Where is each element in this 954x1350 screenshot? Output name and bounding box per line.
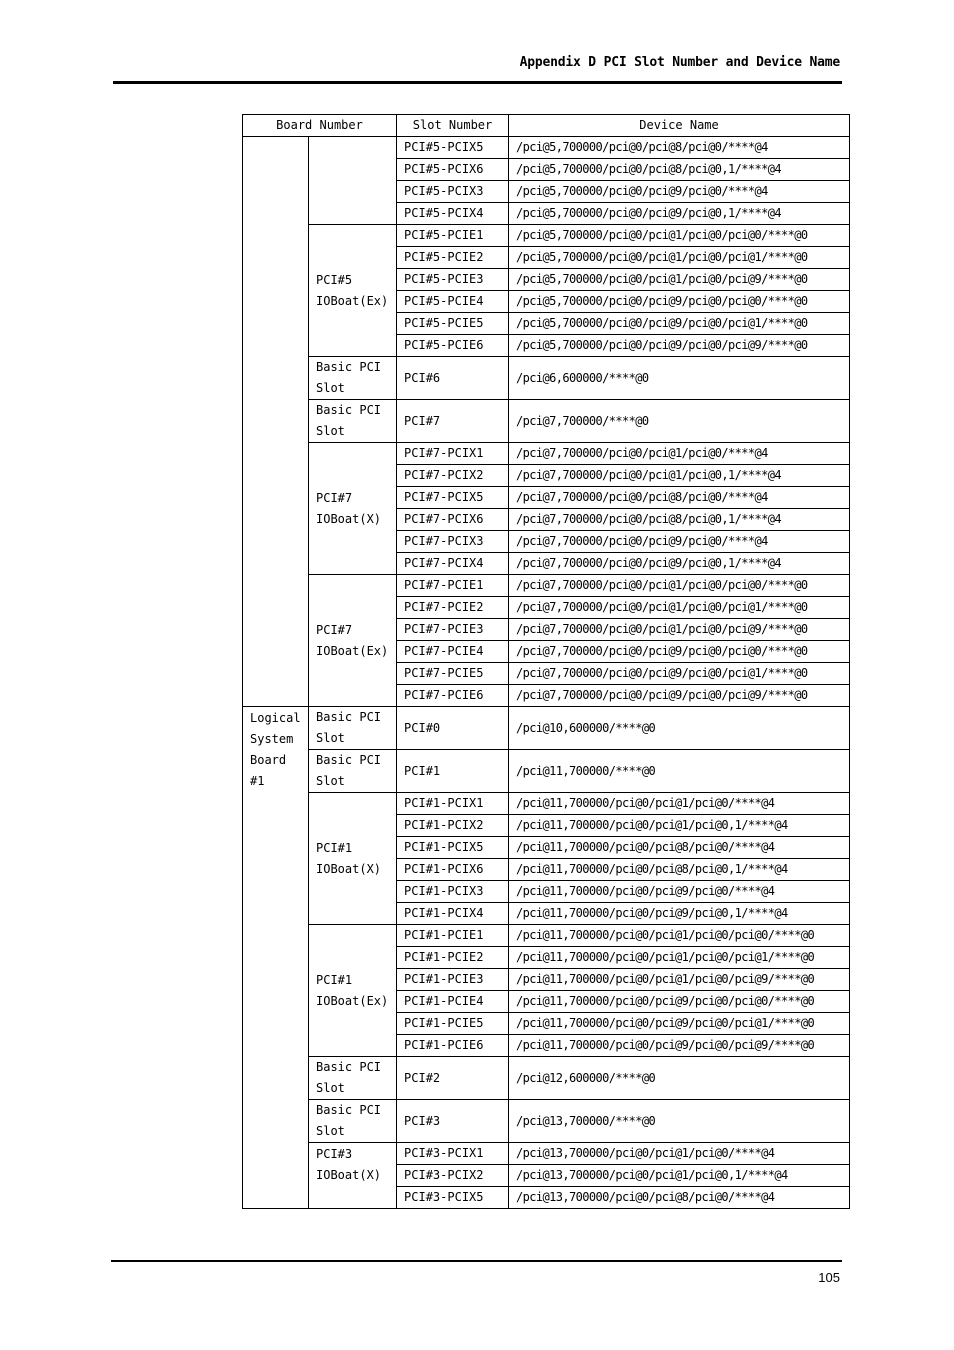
slot-number-cell: PCI#3-PCIX5	[397, 1187, 509, 1209]
slot-number-cell: PCI#1-PCIX2	[397, 815, 509, 837]
slot-number-cell: PCI#5-PCIE2	[397, 247, 509, 269]
device-name-cell: /pci@12,600000/****@0	[509, 1057, 850, 1100]
slot-number-cell: PCI#1-PCIE1	[397, 925, 509, 947]
device-name-cell: /pci@11,700000/pci@0/pci@8/pci@0/****@4	[509, 837, 850, 859]
device-name-cell: /pci@10,600000/****@0	[509, 707, 850, 750]
slot-number-cell: PCI#7-PCIX5	[397, 487, 509, 509]
device-name-cell: /pci@5,700000/pci@0/pci@8/pci@0/****@4	[509, 137, 850, 159]
board-cell-previous	[243, 137, 309, 707]
slot-number-cell: PCI#1-PCIE2	[397, 947, 509, 969]
device-name-cell: /pci@5,700000/pci@0/pci@9/pci@0/pci@9/****@0	[509, 335, 850, 357]
table-row	[243, 1057, 850, 1100]
slot-number-cell: PCI#1-PCIX3	[397, 881, 509, 903]
device-name-cell: /pci@7,700000/pci@0/pci@8/pci@0,1/****@4	[509, 509, 850, 531]
slot-number-cell: PCI#5-PCIE3	[397, 269, 509, 291]
table-row	[243, 137, 850, 159]
device-name-cell: /pci@7,700000/pci@0/pci@1/pci@0/pci@0/****@0	[509, 575, 850, 597]
slot-number-cell: PCI#1-PCIX5	[397, 837, 509, 859]
slot-number-cell: PCI#1-PCIE3	[397, 969, 509, 991]
table-row	[243, 443, 850, 465]
table-header-row	[243, 115, 850, 137]
group-cell: Basic PCI Slot	[309, 1100, 397, 1143]
slot-number-cell: PCI#1-PCIX6	[397, 859, 509, 881]
slot-number-cell: PCI#7-PCIE5	[397, 663, 509, 685]
page-header-title: Appendix D PCI Slot Number and Device Name	[519, 55, 840, 70]
device-name-cell: /pci@11,700000/pci@0/pci@1/pci@0/pci@9/****@0	[509, 969, 850, 991]
slot-number-cell: PCI#7-PCIE6	[397, 685, 509, 707]
slot-number-cell: PCI#5-PCIX3	[397, 181, 509, 203]
device-name-cell: /pci@5,700000/pci@0/pci@9/pci@0,1/****@4	[509, 203, 850, 225]
device-name-cell: /pci@11,700000/pci@0/pci@1/pci@0/pci@0/****@0	[509, 925, 850, 947]
slot-number-cell: PCI#7-PCIX4	[397, 553, 509, 575]
device-name-cell: /pci@5,700000/pci@0/pci@9/pci@0/pci@1/****@0	[509, 313, 850, 335]
header-slot-number: Slot Number	[397, 115, 509, 137]
device-name-cell: /pci@7,700000/pci@0/pci@8/pci@0/****@4	[509, 487, 850, 509]
table-row	[243, 1143, 850, 1165]
table-row	[243, 707, 850, 750]
slot-number-cell: PCI#0	[397, 707, 509, 750]
device-name-cell: /pci@7,700000/pci@0/pci@9/pci@0/****@4	[509, 531, 850, 553]
slot-number-cell: PCI#3-PCIX1	[397, 1143, 509, 1165]
slot-number-cell: PCI#7-PCIX1	[397, 443, 509, 465]
device-name-cell: /pci@11,700000/****@0	[509, 750, 850, 793]
device-name-cell: /pci@11,700000/pci@0/pci@9/pci@0/pci@0/****@0	[509, 991, 850, 1013]
slot-number-cell: PCI#5-PCIE5	[397, 313, 509, 335]
group-cell: Basic PCI Slot	[309, 750, 397, 793]
device-name-cell: /pci@11,700000/pci@0/pci@9/pci@0/****@4	[509, 881, 850, 903]
footer-rule	[111, 1260, 842, 1262]
table-row	[243, 575, 850, 597]
slot-number-cell: PCI#5-PCIX4	[397, 203, 509, 225]
device-name-cell: /pci@11,700000/pci@0/pci@1/pci@0/pci@1/****@0	[509, 947, 850, 969]
slot-number-cell: PCI#7-PCIE4	[397, 641, 509, 663]
device-name-cell: /pci@13,700000/pci@0/pci@8/pci@0/****@4	[509, 1187, 850, 1209]
slot-number-cell: PCI#7-PCIX2	[397, 465, 509, 487]
table-row	[243, 400, 850, 443]
slot-number-cell: PCI#1	[397, 750, 509, 793]
slot-number-cell: PCI#1-PCIX1	[397, 793, 509, 815]
group-cell: PCI#1 IOBoat(Ex)	[309, 925, 397, 1057]
device-name-cell: /pci@7,700000/pci@0/pci@9/pci@0/pci@1/****@0	[509, 663, 850, 685]
slot-number-cell: PCI#1-PCIE4	[397, 991, 509, 1013]
slot-number-cell: PCI#3	[397, 1100, 509, 1143]
slot-number-cell: PCI#7-PCIX3	[397, 531, 509, 553]
group-cell: PCI#1 IOBoat(X)	[309, 793, 397, 925]
slot-number-cell: PCI#6	[397, 357, 509, 400]
slot-number-cell: PCI#5-PCIE1	[397, 225, 509, 247]
device-name-cell: /pci@7,700000/pci@0/pci@1/pci@0/pci@1/****@0	[509, 597, 850, 619]
slot-number-cell: PCI#1-PCIE5	[397, 1013, 509, 1035]
device-name-cell: /pci@7,700000/pci@0/pci@1/pci@0/pci@9/****@0	[509, 619, 850, 641]
device-name-cell: /pci@13,700000/pci@0/pci@1/pci@0/****@4	[509, 1143, 850, 1165]
header-board-number: Board Number	[243, 115, 397, 137]
device-name-cell: /pci@7,700000/pci@0/pci@9/pci@0,1/****@4	[509, 553, 850, 575]
device-name-cell: /pci@11,700000/pci@0/pci@9/pci@0/pci@9/****@0	[509, 1035, 850, 1057]
device-name-cell: /pci@11,700000/pci@0/pci@9/pci@0,1/****@4	[509, 903, 850, 925]
device-name-cell: /pci@5,700000/pci@0/pci@8/pci@0,1/****@4	[509, 159, 850, 181]
table-row	[243, 225, 850, 247]
header-device-name: Device Name	[509, 115, 850, 137]
table-row	[243, 793, 850, 815]
device-name-cell: /pci@6,600000/****@0	[509, 357, 850, 400]
device-name-cell: /pci@11,700000/pci@0/pci@9/pci@0/pci@1/****@0	[509, 1013, 850, 1035]
group-cell: Basic PCI Slot	[309, 357, 397, 400]
slot-number-cell: PCI#5-PCIE4	[397, 291, 509, 313]
group-cell	[309, 137, 397, 225]
group-cell: Basic PCI Slot	[309, 1057, 397, 1100]
slot-number-cell: PCI#7-PCIE2	[397, 597, 509, 619]
device-name-cell: /pci@7,700000/pci@0/pci@9/pci@0/pci@9/****@0	[509, 685, 850, 707]
device-name-cell: /pci@7,700000/pci@0/pci@1/pci@0,1/****@4	[509, 465, 850, 487]
slot-number-cell: PCI#7-PCIE1	[397, 575, 509, 597]
table-row	[243, 357, 850, 400]
group-cell: Basic PCI Slot	[309, 400, 397, 443]
slot-number-cell: PCI#7-PCIX6	[397, 509, 509, 531]
slot-number-cell: PCI#1-PCIE6	[397, 1035, 509, 1057]
slot-number-cell: PCI#5-PCIX5	[397, 137, 509, 159]
device-name-cell: /pci@7,700000/pci@0/pci@9/pci@0/pci@0/****@0	[509, 641, 850, 663]
device-name-cell: /pci@5,700000/pci@0/pci@9/pci@0/****@4	[509, 181, 850, 203]
group-cell: Basic PCI Slot	[309, 707, 397, 750]
table-row	[243, 925, 850, 947]
table-row	[243, 1100, 850, 1143]
group-cell: PCI#7 IOBoat(Ex)	[309, 575, 397, 707]
slot-number-cell: PCI#3-PCIX2	[397, 1165, 509, 1187]
group-cell: PCI#3 IOBoat(X)	[309, 1143, 397, 1209]
device-name-cell: /pci@7,700000/pci@0/pci@1/pci@0/****@4	[509, 443, 850, 465]
device-name-cell: /pci@11,700000/pci@0/pci@1/pci@0,1/****@4	[509, 815, 850, 837]
page-number: 105	[818, 1270, 840, 1285]
group-cell: PCI#7 IOBoat(X)	[309, 443, 397, 575]
group-cell: PCI#5 IOBoat(Ex)	[309, 225, 397, 357]
table-body	[243, 137, 850, 1209]
device-name-cell: /pci@5,700000/pci@0/pci@1/pci@0/pci@1/****@0	[509, 247, 850, 269]
device-name-cell: /pci@5,700000/pci@0/pci@1/pci@0/pci@9/****@0	[509, 269, 850, 291]
slot-number-cell: PCI#5-PCIX6	[397, 159, 509, 181]
device-name-cell: /pci@5,700000/pci@0/pci@9/pci@0/pci@0/****@0	[509, 291, 850, 313]
slot-number-cell: PCI#1-PCIX4	[397, 903, 509, 925]
device-name-cell: /pci@13,700000/pci@0/pci@1/pci@0,1/****@4	[509, 1165, 850, 1187]
device-name-cell: /pci@11,700000/pci@0/pci@8/pci@0,1/****@4	[509, 859, 850, 881]
device-name-cell: /pci@7,700000/****@0	[509, 400, 850, 443]
device-name-cell: /pci@11,700000/pci@0/pci@1/pci@0/****@4	[509, 793, 850, 815]
slot-number-cell: PCI#7	[397, 400, 509, 443]
pci-slot-table	[242, 114, 850, 1209]
slot-number-cell: PCI#5-PCIE6	[397, 335, 509, 357]
slot-number-cell: PCI#2	[397, 1057, 509, 1100]
board-cell-logical-system-board-1: Logical System Board #1	[243, 707, 309, 1209]
device-name-cell: /pci@5,700000/pci@0/pci@1/pci@0/pci@0/****@0	[509, 225, 850, 247]
slot-number-cell: PCI#7-PCIE3	[397, 619, 509, 641]
device-name-cell: /pci@13,700000/****@0	[509, 1100, 850, 1143]
header-rule	[113, 81, 842, 84]
table-row	[243, 750, 850, 793]
